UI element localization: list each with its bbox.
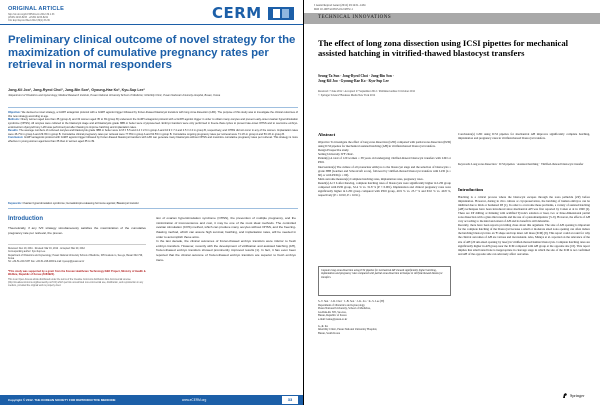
- logo-block-icon: [268, 7, 294, 20]
- article-title: Preliminary clinical outcome of novel strategy for the maximization of cumulative pregnancy rates per retrieval in normal responders: [8, 34, 296, 72]
- introduction-heading: Introduction: [458, 187, 483, 192]
- abstract-conclusion: Conclusion(s) LZD using ICSI pipettes for mechanical AH improves significantly complete hatching, implantation and pregnancy rates in vitrified-thawed blastocyst transfers.: [458, 132, 590, 141]
- article-affiliation: ¹Department of Obstetrics and Gynecology, Medical Research Institute, Pusan National University School of Medicine; ²Infertility Clinic, Pusan National University Hospital, Busan, Korea: [8, 94, 221, 97]
- publisher-mark: [562, 392, 584, 399]
- right-article-page: [304, 0, 600, 405]
- abstract-column-1: Objective To investigate the effect of long zona dissection (LZD) compared with partial zona dissection (PZD) using ICSI pipettes for mechanical assisted hatching (AH) in vitrified-thawed blastocyst transfers. Design Prospective study. Setting University IVF clinic. Patient(s) A total of 120 women ≤ 38 years old undergoing vitrified-thawed blastocyst transfers with LZD or PZD. Intervention(s) The culture of all pronuclear embryos to the blastocyst stage and the selection of blastocysts ≥ grade 3BB (Gardner and Schoolcraft score), followed by vitrified-thawed blastocyst transfers with LZD (n = 60) or with PZD (n = 60). Main outcome measure(s) Complete hatching rates, implantation rates, pregnancy rates. Result(s) At 3 h after thawing, complete hatching rates of blastocysts were significantly higher in LZD group compared with PZD group, 52.4 % vs. 31.8 % (P < 0.001). Implantation and clinical pregnancy rates were significantly higher in LZD group compared with PZD group, 40.9 % vs. 25.7 % and 63.0 % vs. 40.8 %, respectively (P = 0.010, P = 0.011).: [318, 140, 451, 198]
- author-affiliations: S.-T. Sun · J.-R. Choi · J.-B. Son · J.-K. Joo · K.-S. Lee (✉) Department of Obstetrics and Gynecology, Pusan National University, School of Medicine, Gu-Duk-Ro 305, Seo-Gu, Busan, Republic of Korea e-mail: kslee@pusan.ac.kr G.-R. Ko Infertility Clinic, Pusan National University Hospital, Busan, South Korea: [318, 300, 385, 335]
- article-authors: Seung-Ta Sun · Jong-Ryeol Choi · Jung-Bin Son · Jong-Kil Joo · Gyoung-Rae Ko · Kyu-Sup Lee: [318, 74, 394, 83]
- article-type-tag: ORIGINAL ARTICLE: [8, 6, 65, 12]
- springer-horse-icon: [562, 392, 568, 399]
- article-authors: Jong-Kil Joo¹, Jong-Ryeol Choi¹, Jung-Bin Son¹, Gyoung-Hae Ko¹, Kyu-Sup Lee¹: [8, 88, 145, 92]
- footnote-rule: [8, 244, 146, 245]
- journal-logo: CERM: [212, 4, 262, 22]
- correspondence-footnote: Received: Dec 19, 2011 · Revised: Mar 16, 2012 · Accepted: Mar 20, 2012 Corresponding author: Kyu-Sup Lee Department of Obstetrics and Gynecology, Pusan National University School of Medicine, 305 Gudeok-ro, Seo-gu, Busan 602-739, Korea Tel: +82-51-240-7287 Fax: +82-51-248-2384 E-mail: kyusup@pusan.ac.kr: [8, 248, 143, 263]
- introduction-text: Hatching is a critical process where the blastocyst escapes through the zona pellucida (ZP) before implantation. However, during in vitro culture or cryopreservation, the hatching of human embryos can be inhibited due to thick or hardened ZP [1]. In order to overcome these problems, a variety of assisted hatching (AH) techniques have been introduced since mechanical AH was first reported by Cohen et al in 1990 [2]. There are ZP drilling or thinning with acidified Tyrode's solution or laser, two or three-dimensional partial zona dissection with a glass microneedle and the use of a piezomanipulator [3–9]. However, the effects of AH vary according to the kind and extent of AH and its benefit is still debatable. Recently, there have been reports providing clues about this argument. The size of AH opening is important for the complete hatching of the blastocyst because a small or moderate sized zona opening can often induce the hatching blastocyst into an '8' shape and trap inner cell mass (ICM) [9]. This report could account for why the clinical outcomes of AH are various and inconsistent. Also, Mizuya et al. reported on the relevance of the site of AH (20 um-sized opening by laser) in vitrified-thawed human blastocysts. Complete hatching rates are significantly higher in AH group near the ICM compared with AH group at the opposite site [10]. This report implies that small sized hole is inappropriate in cleavage stage in which the site of the ICM is not confirmed and AH of the opposite side can adversely affect outcomes.: [458, 195, 590, 256]
- keywords-line: Keywords: Ovarian hyperstimulation syndrome; Gonadotropin-releasing hormone agonist; Blastocyst transfer: [8, 202, 139, 205]
- journal-citation: J Assist Reprod Genet (2012) 29:1431–1434 DOI 10.1007/s10815-012-9872-1: [314, 3, 366, 11]
- abstract-methods: Methods: Ninety women aged less than 35 (group A) and 32 women aged 35 to 39 (group B) underwent the GnRH antagonist protocol with a GnRH agonist trigger in order to obtain many oocytes and prevent early-onset ovarian hyperstimulation syndrome (OHSS). All oocytes were cultured to the blastocyst stage and all blastocysts grade 3BB or better were cryopreserved. Embryo transfers were only performed in freeze-thaw cycles to prevent late-onset OHSS and to overcome embryo-endometrium dyssynchrony. LZD was performed just after thawing to improve hatching and implantation rates.: [8, 118, 298, 129]
- keywords-line: Keywords Long zona dissection · ICSI pipettes · Assisted hatching · Vitrified-thawed blastocyst transfer: [458, 162, 584, 166]
- abstract-conclusion: Conclusion: GnRH antagonist protocol with GnRH agonist trigger followed by frozen-thawed blastocyst transfers with LZD can generate many blastocysts without OHSS and maximize cumulative pregnancy rates per retrieval. This strategy is more effective in young women aged less than 35 than in women aged 35 to 39.: [8, 136, 298, 143]
- intro-column-2: tion of ovarian hyperstimulation syndrome (OHSS), the prevention of multiple pregnancy, and the minimization of inconvenience and cost, it may be one of the most ideal methods. The controlled ovarian stimulation (COS) method, which can produce many oocytes without OHSS, and the freezing-thawing method, which can assure high survival, hatching, and implantation rates, will be needed in order to accomplish these aims. In the last decade, the clinical outcomes of frozen-thawed embryo transfers were inferior to fresh embryo transfers. However, recently with the development of vitrification and assisted hatching (AH), frozen-thawed embryo transfers showed prominently improved results [1]. In fact, it has even been reported that the clinical outcome of frozen-thawed embryo transfers are superior to fresh embryo trans-: [156, 216, 296, 262]
- section-label: TECHNICAL INNOVATIONS: [318, 15, 392, 20]
- abstract-objective: Objective: We devised a novel strategy, a GnRH antagonist protocol with a GnRH agonist trigger followed by frozen-thawed blastocyst transfers with long zona dissection (LZD). The purpose of this study was to investigate the clinical outcomes of this new strategy according to age.: [8, 111, 298, 118]
- footer-bar: [0, 395, 303, 405]
- article-title: The effect of long zona dissection using ICSI pipettes for mechanical assisted hatching in vitrified-thawed blastocyst transfers: [318, 38, 569, 58]
- abstract-block: [8, 111, 298, 144]
- page-number: 33: [282, 396, 298, 404]
- abstract-results: Results: The average numbers of retrieved oocytes and blastocysts grade 3BB or better were 12.8 ± 5.5 and 4.4 ± 2.6 in group A and 10.9 ± 7.4 and 2.5 ± 2.2 in group B, respectively, and OHSS did not occur in any of the women. Implantation rates were 46.7% in group A and 29.3% in group B. Cumulative clinical pregnancy rates per retrieval were 77.8% in group A and 62.5% in group B. Cumulative ongoing pregnancy rates per retrieval were 71.1% in group A and 53.1% in group B.: [8, 129, 298, 136]
- footer-copyright: Copyright © 2012. THE KOREAN SOCIETY FOR REPRODUCTIVE MEDICINE: [8, 398, 116, 402]
- header-rule: [0, 24, 303, 25]
- publisher-name: Springer: [570, 393, 585, 398]
- introduction-heading: Introduction: [8, 216, 43, 222]
- license-note: This is an Open Access article distributed under the terms of the Creative Commons Attribution Non-Commercial License (http://creativecommons.org/licenses/by-nc/3.0/) which permits unrestricted non-commercial use, distribution, and reproduction in any medium, provided the original work is properly cited.: [8, 279, 144, 288]
- intro-column-1: Theoretically, if any IVF strategy simultaneously satisfies the maximization of the cumulative pregnancy rate per retrieval, the preven-: [8, 226, 146, 235]
- section-bar: [304, 13, 600, 24]
- citation-block: http://dx.doi.org/10.5653/cerm.2012.39.1.33 pISSN 2233-8233 · eISSN 2233-8241 Clin Exp Reprod Med 2012;39(1):33-39: [8, 13, 55, 23]
- footer-url[interactable]: www.eCERM.org: [182, 398, 207, 402]
- abstract-heading: Abstract: [318, 132, 336, 137]
- funding-note: *This study was supported by a grant from the Korean Healthcare Technology R&D Project, Ministry of Health & Welfare, Republic of Korea (A084923).: [8, 270, 146, 277]
- abstract-rule-top: [8, 107, 298, 108]
- abstract-rule-bottom: [8, 208, 298, 209]
- received-dates: Received: 7 June 2012 / Accepted: 27 September 2012 / Published online: 6 October 2012 © Springer Science+Business Media New York 2012: [318, 90, 416, 97]
- capsule-box: Capsule Long zona dissection using ICSI pipettes for mechanical AH showed significantly higher hatching, implantation and pregnancy rates compared with partial zona dissection technique in vitrified-thawed blastocyst transfers.: [318, 266, 451, 296]
